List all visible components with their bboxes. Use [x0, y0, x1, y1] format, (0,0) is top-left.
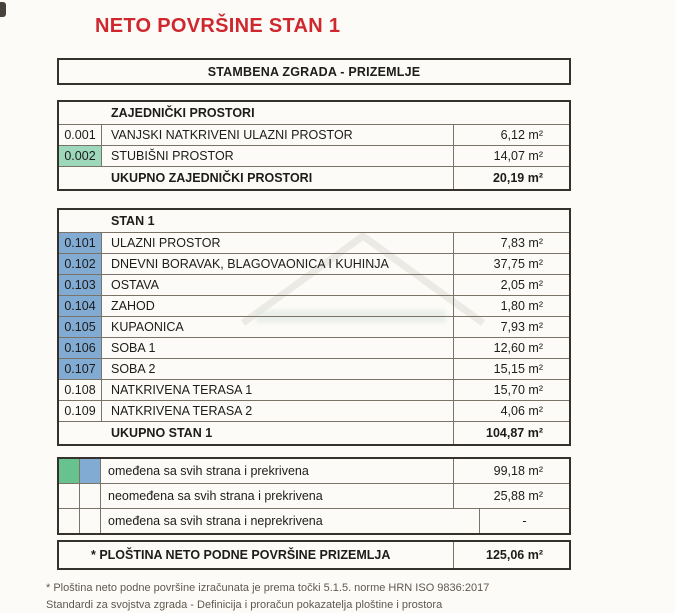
section-total-row [59, 166, 569, 189]
legend-row [59, 483, 569, 508]
footnote-line-1: * Ploština neto podne površine izračunata je prema točki 5.1.5. norme HRN ISO 9836:2017 [46, 580, 546, 597]
legend-swatch-blue [80, 459, 101, 483]
table-row [59, 400, 569, 421]
row-area-value: 6,12 m² [453, 125, 569, 145]
row-area-value: 14,07 m² [453, 146, 569, 166]
legend-label: omeđena sa svih strana i prekrivena [101, 459, 453, 483]
row-label: NATKRIVENA TERASA 1 [102, 380, 453, 400]
apartment-table [57, 208, 571, 446]
row-label: OSTAVA [102, 275, 453, 295]
row-label: STUBIŠNI PROSTOR [102, 146, 453, 166]
row-label: SOBA 1 [102, 338, 453, 358]
grand-total-value: 125,06 m² [453, 542, 569, 568]
total-label: UKUPNO STAN 1 [59, 422, 453, 444]
row-area-value: 15,70 m² [453, 380, 569, 400]
row-code: 0.102 [59, 254, 102, 274]
legend-swatch-empty [80, 484, 101, 508]
row-label: VANJSKI NATKRIVENI ULAZNI PROSTOR [102, 125, 453, 145]
row-code: 0.107 [59, 359, 102, 379]
row-area-value: 4,06 m² [453, 401, 569, 421]
legend-swatch-empty [59, 484, 80, 508]
table-row [59, 124, 569, 145]
row-area-value: 15,15 m² [453, 359, 569, 379]
legend-swatch-empty [80, 509, 101, 533]
table-row [59, 316, 569, 337]
row-code: 0.109 [59, 401, 102, 421]
row-label: NATKRIVENA TERASA 2 [102, 401, 453, 421]
table-row [59, 145, 569, 166]
row-code: 0.103 [59, 275, 102, 295]
legend-table [57, 457, 571, 535]
row-label: DNEVNI BORAVAK, BLAGOVAONICA I KUHINJA [102, 254, 453, 274]
common-areas-table [57, 100, 571, 191]
footnote-line-2: Standardi za svojstva zgrada - Definicija i proračun pokazatelja ploštine i prostora [46, 597, 546, 613]
legend-label: omeđena sa svih strana i neprekrivena [101, 509, 479, 533]
row-code: 0.108 [59, 380, 102, 400]
total-area-value: 20,19 m² [453, 167, 569, 189]
row-area-value: 12,60 m² [453, 338, 569, 358]
section-header-label: ZAJEDNIČKI PROSTORI [59, 102, 569, 124]
table-row [59, 379, 569, 400]
footnote [46, 580, 546, 613]
legend-area-value: 99,18 m² [453, 459, 569, 483]
section-total-row [59, 421, 569, 444]
table-row [59, 358, 569, 379]
row-label: KUPAONICA [102, 317, 453, 337]
legend-area-value: 25,88 m² [453, 484, 569, 508]
row-area-value: 2,05 m² [453, 275, 569, 295]
scan-artifact [0, 2, 6, 17]
legend-area-value: - [479, 509, 569, 533]
section-header-row [59, 210, 569, 232]
document-page [57, 0, 571, 613]
total-label: UKUPNO ZAJEDNIČKI PROSTORI [59, 167, 453, 189]
table-row [59, 253, 569, 274]
legend-swatch-empty [59, 509, 80, 533]
building-header-label: STAMBENA ZGRADA - PRIZEMLJE [208, 65, 421, 79]
table-row [59, 337, 569, 358]
row-label: ZAHOD [102, 296, 453, 316]
grand-total-row [59, 542, 569, 568]
row-area-value: 1,80 m² [453, 296, 569, 316]
legend-swatch-green [59, 459, 80, 483]
row-area-value: 7,93 m² [453, 317, 569, 337]
row-code: 0.002 [59, 146, 102, 166]
page-title: NETO POVRŠINE STAN 1 [95, 15, 571, 38]
grand-total-label: * PLOŠTINA NETO PODNE POVRŠINE PRIZEMLJA [59, 542, 453, 568]
row-area-value: 37,75 m² [453, 254, 569, 274]
row-area-value: 7,83 m² [453, 233, 569, 253]
section-header-row [59, 102, 569, 124]
row-code: 0.106 [59, 338, 102, 358]
row-code: 0.104 [59, 296, 102, 316]
table-row [59, 295, 569, 316]
table-row [59, 274, 569, 295]
table-row [59, 232, 569, 253]
row-label: SOBA 2 [102, 359, 453, 379]
row-code: 0.001 [59, 125, 102, 145]
legend-label: neomeđena sa svih strana i prekrivena [101, 484, 453, 508]
legend-row [59, 508, 569, 533]
legend-row [59, 459, 569, 483]
row-label: ULAZNI PROSTOR [102, 233, 453, 253]
grand-total-table [57, 540, 571, 570]
row-code: 0.105 [59, 317, 102, 337]
section-header-label: STAN 1 [59, 210, 569, 232]
total-area-value: 104,87 m² [453, 422, 569, 444]
row-code: 0.101 [59, 233, 102, 253]
building-header-bar [57, 58, 571, 85]
